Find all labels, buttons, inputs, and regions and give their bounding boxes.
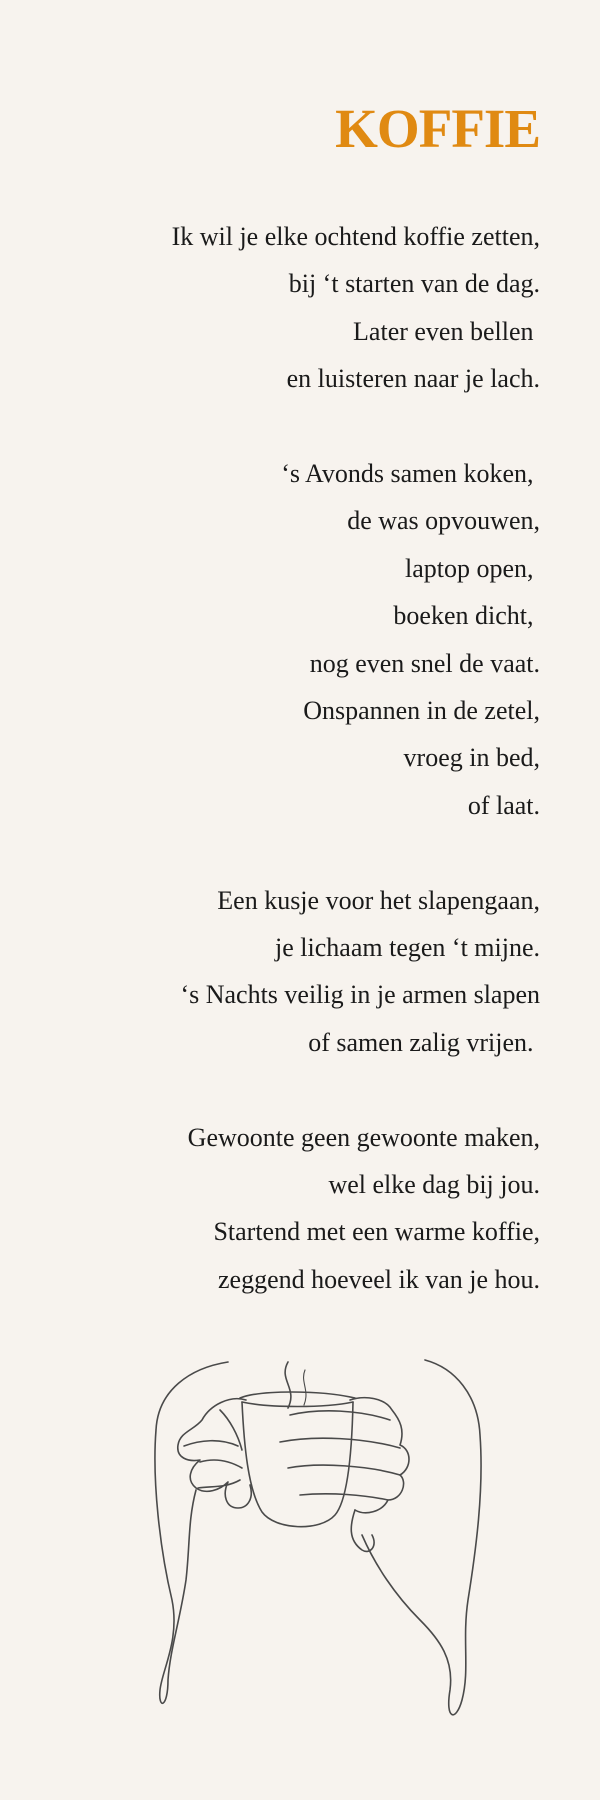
poem-line: laptop open, [404,553,540,583]
poem-line: Startend met een warme koffie, [213,1217,540,1247]
poem-line: vroeg in bed, [403,743,540,773]
stanza-4 [20,1114,540,1304]
poem-line: Later even bellen [353,316,540,346]
poem-line: of samen zalig vrijen. [308,1027,540,1057]
poem-line: boeken dicht, [393,601,540,631]
stanza-1 [20,213,540,403]
poem-line: Onspannen in de zetel, [303,696,540,726]
poem-line: nog even snel de vaat. [309,648,540,678]
right-arm-outline [362,1360,481,1715]
poem-line: zeggend hoeveel ik van je hou. [218,1264,540,1294]
mug-rim [240,1392,355,1398]
poem-body [20,213,540,1351]
poem-line: Ik wil je elke ochtend koffie zetten, [171,222,540,251]
stanza-3 [20,877,540,1067]
poem-line: ‘s Nachts veilig in je armen slapen [180,980,540,1010]
poem-line: Gewoonte geen gewoonte maken, [187,1122,540,1152]
steam-line [285,1362,291,1408]
poem-line: wel elke dag bij jou. [328,1170,540,1200]
hands-holding-coffee-mug-line-art-icon [150,1350,495,1730]
poem-title: KOFFIE [335,98,540,159]
steam-line [304,1370,306,1405]
left-hand [178,1399,251,1508]
poem-line: en luisteren naar je lach. [286,364,540,394]
poem-line: Een kusje voor het slapengaan, [217,885,540,915]
left-arm-outline [155,1362,228,1703]
poem-line: je lichaam tegen ‘t mijne. [275,933,540,963]
right-fingers [280,1411,400,1500]
stanza-2 [20,450,540,829]
mug-rim-inner [242,1402,353,1407]
poem-line: ‘s Avonds samen koken, [281,459,540,489]
poem-line: of laat. [467,790,540,820]
poem-line: bij ‘t starten van de dag. [288,269,540,299]
right-wrist [351,1510,374,1551]
poem-line: de was opvouwen, [347,506,540,536]
left-fingers [184,1441,242,1488]
mug-body [242,1402,353,1527]
